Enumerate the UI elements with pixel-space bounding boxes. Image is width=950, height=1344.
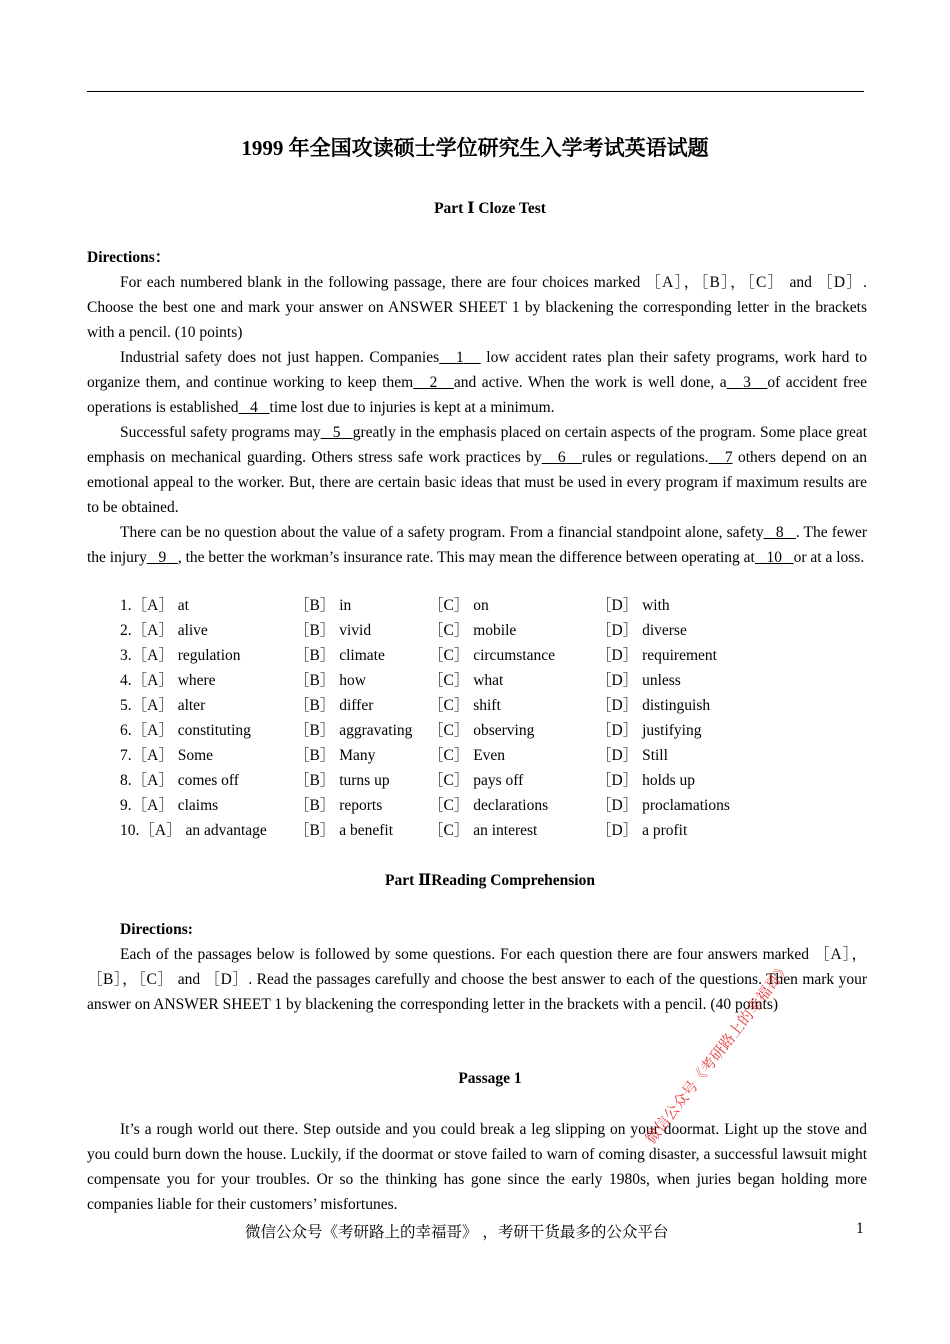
part2-directions-text: Each of the passages below is followed by some questions. For each question there are four answers marked ［A］，［B］，［C］ and ［D］. Read the passages carefully and choose the best answer to each of the questions. Then mark your answer on ANSWER SHEET 1 by blackening the corresponding letter in the brackets with a pencil. (40 points) [87,946,867,1013]
footer-text: 微信公众号《考研路上的幸福哥》 ，考研干货最多的公众平台 [245,1223,669,1241]
page-title: 1999 年全国攻读硕士学位研究生入学考试英语试题 [241,136,709,160]
part1-body [87,245,867,570]
blank-7: 7 [724,449,733,466]
part2-heading: Part ⅡReading Comprehension [385,872,595,889]
passage-1-body [87,1117,867,1217]
page-number: 1 [856,1220,864,1237]
header-rule [87,91,864,92]
blank-6: 6 [557,449,566,466]
blank-2: 2 [429,374,438,391]
blank-5: 5 [332,424,341,441]
cloze-paragraph-2: Successful safety programs may 5 greatly in the emphasis placed on certain aspects of the program. Some place great emphasis on mechanical guarding. Others stress safe work practices by 6 rules or regulations. 7 others depend on an emotional appeal to the worker. But, there are certain basic ideas that must be used in every program if maximum results are to be obtained. [87,424,868,516]
blank-10: 10 [766,549,782,566]
blank-9: 9 [158,549,167,566]
blank-4: 4 [250,399,258,416]
blank-8: 8 [775,524,784,541]
part2-directions-label: Directions: [120,921,193,938]
passage-title: Passage 1 [458,1070,522,1087]
passage-1-text: It’s a rough world out there. Step outside and you could break a leg slipping on your doormat. Light up the stove and you could burn down the house. Luckily, if the doormat or stove failed to warn of coming disaster, a successful lawsuit might compensate you for your troubles. Or so the thinking has gone since the early 1980s, when juries began holding more companies liable for their customers’ misfortunes. [87,1121,867,1213]
part1-heading: Part Ⅰ Cloze Test [434,200,546,217]
watermark-stamp: 微信公众号《考研路上的幸福哥》 [641,958,795,1148]
cloze-paragraph-3: There can be no question about the value of a safety program. From a financial standpoint alone, safety 8 . The fewer the injury 9 , the better the workman’s insurance rate. This may mean the difference between operating at 10 or at a loss. [87,524,868,566]
part1-directions-text: For each numbered blank in the following passage, there are four choices marked ［A］，［B］，［C］ and ［D］. Choose the best one and mark your answer on ANSWER SHEET 1 by blackening the corresponding letter in the brackets with a pencil. (10 points) [87,274,867,341]
part1-directions-label: Directions： [87,249,171,266]
blank-3: 3 [743,374,751,391]
cloze-paragraph-1: Industrial safety does not just happen. Companies 1 low accident rates plan their safety programs, work hard to organize them, and continue working to keep them 2 and active. When the work is well done, a 3 of accident free operations is established 4 time lost due to injuries is kept at a minimum. [87,349,868,416]
blank-1: 1 [456,349,464,366]
